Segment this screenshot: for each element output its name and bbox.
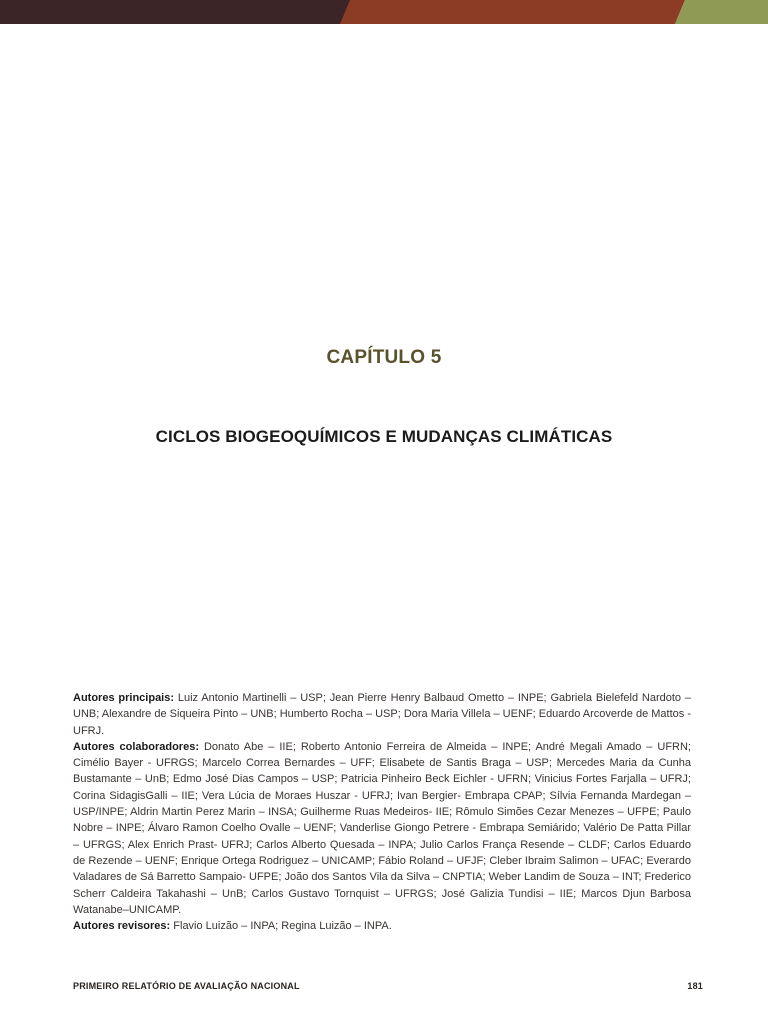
principal-authors bbox=[73, 690, 691, 739]
page-number: 181 bbox=[687, 981, 703, 991]
author-credits bbox=[73, 690, 691, 934]
reviewing-authors bbox=[73, 918, 691, 934]
header-color-band bbox=[0, 0, 768, 24]
reviewing-authors-label: Autores revisores: bbox=[73, 920, 171, 933]
principal-authors-label: Autores principais: bbox=[73, 692, 175, 704]
collaborating-authors-label: Autores colaboradores: bbox=[73, 740, 199, 753]
principal-authors-list: Luiz Antonio Martinelli – USP; Jean Pierre Henry Balbaud Ometto – INPE; Gabriela Bielefeld Nardoto – UNB; Alexandre de Siqueira Pinto – UNB; Humberto Rocha – USP; Dora Maria Villela – UENF; Eduardo Arcoverde de Mattos - UFRJ. bbox=[73, 692, 691, 737]
page-footer bbox=[73, 981, 703, 991]
chapter-title: CICLOS BIOGEOQUÍMICOS E MUDANÇAS CLIMÁTICAS bbox=[155, 427, 613, 446]
footer-report-name: PRIMEIRO RELATÓRIO DE AVALIAÇÃO NACIONAL bbox=[73, 981, 300, 991]
header-band-dark bbox=[0, 0, 350, 24]
collaborating-authors-list: Donato Abe – IIE; Roberto Antonio Ferreira de Almeida – INPE; André Megali Amado – UFRN; Cimélio Bayer - UFRGS; Marcelo Correa Bernardes – UFF; Elisabete de Santis Braga – USP; Mercedes Maria da Cunha Bustamante – UnB; Edmo José Dias Campos – USP; Patricia Pinheiro Beck Eichler - UFRN; Vinicius Fortes Farjalla – UFRJ; Corina SidagisGalli – IIE; Vera Lúcia de Moraes Huszar - UFRJ; Ivan Bergier- Embrapa CPAP; Sílvia Fernanda Mardegan – USP/INPE; Aldrin Martin Perez Marin – INSA; Guilherme Ruas Medeiros- IIE; Rômulo Simões Cezar Menezes – UFPE; Paulo Nobre – INPE; Álvaro Ramon Coelho Ovalle – UENF; Vanderlise Giongo Petrere - Embrapa Semiárido; Valério De Patta Pillar – UFRGS; Alex Enrich Prast- UFRJ; Carlos Alberto Quesada – INPA; Julio Carlos França Resende – CLDF; Carlos Eduardo de Rezende – UENF; Enrique Ortega Rodriguez – UNICAMP; Fábio Roland – UFJF; Cleber Ibraim Salimon – UFAC; Everardo Valadares de Sá Barretto Sampaio- UFPE; João dos Santos Vila da Silva – CNPTIA; Weber Landim de Souza – INT; Frederico Scherr Caldeira Takahashi – UnB; Carlos Gustavo Tornquist – UFRGS; José Galizia Tundisi – IIE; Marcos Djun Barbosa Watanabe–UNICAMP. bbox=[73, 740, 691, 916]
collaborating-authors bbox=[73, 739, 691, 918]
reviewing-authors-list: Flavio Luizão – INPA; Regina Luizão – INPA. bbox=[173, 920, 392, 933]
chapter-label: CAPÍTULO 5 bbox=[326, 347, 442, 368]
header-band-green bbox=[675, 0, 768, 24]
header-band-red bbox=[340, 0, 685, 24]
